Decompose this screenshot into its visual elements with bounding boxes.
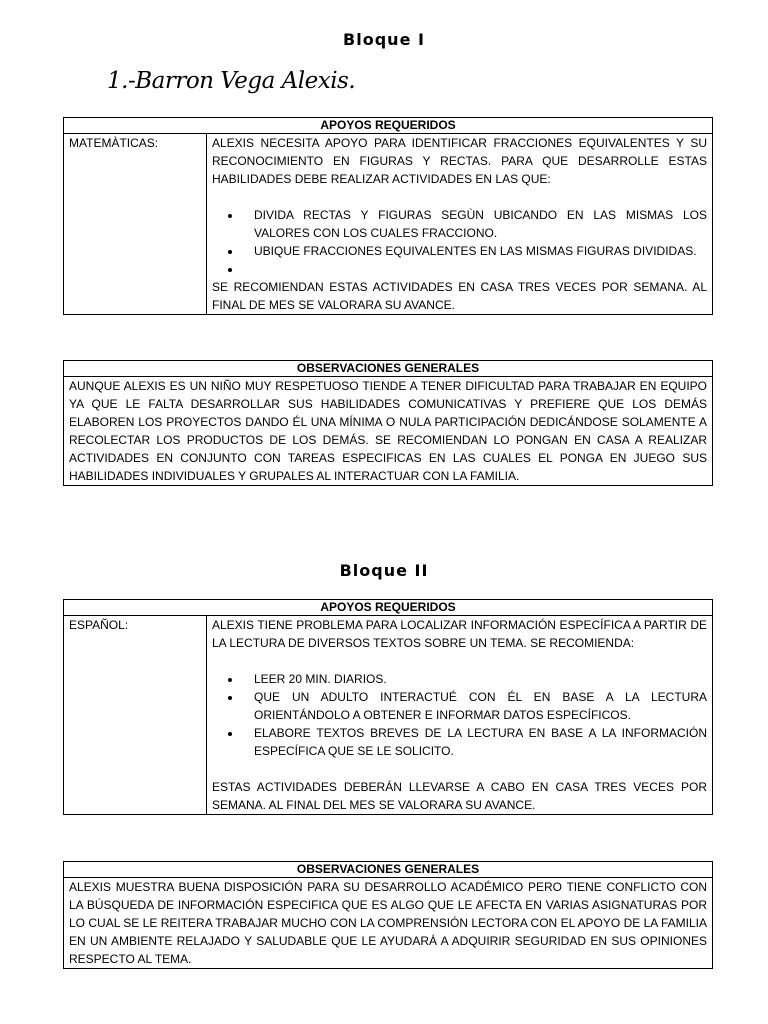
apoyos-body-1: [207, 134, 713, 315]
subject-cell-1: MATEMÀTICAS:: [64, 134, 207, 315]
observaciones-header-1: OBSERVACIONES GENERALES: [64, 361, 713, 377]
observaciones-table-1: [63, 360, 713, 486]
apoyos-body-2: [207, 616, 713, 815]
bloque-2-title: Bloque II: [339, 561, 429, 580]
apoyos-header-1: APOYOS REQUERIDOS: [64, 118, 713, 134]
observaciones-table-2: [63, 861, 713, 969]
apoyos-intro-2: ALEXIS TIENE PROBLEMA PARA LOCALIZAR INFORMACIÓN ESPECÍFICA A PARTIR DE LA LECTURA DE DIVERSOS TEXTOS SOBRE UN TEMA. SE RECOMIENDA:: [212, 618, 707, 650]
subject-cell-2: ESPAÑOL:: [64, 616, 207, 815]
apoyos-table-1: [63, 117, 713, 315]
list-item: • QUE UN ADULTO INTERACTUÉ CON ÉL EN BASE A LA LECTURA ORIENTÁNDOLO A OBTENER E INFORMAR DATOS ESPECÍFICOS.: [242, 688, 707, 724]
list-item: • UBIQUE FRACCIONES EQUIVALENTES EN LAS MISMAS FIGURAS DIVIDIDAS.: [242, 242, 707, 260]
apoyos-intro-1: ALEXIS NECESITA APOYO PARA IDENTIFICAR FRACCIONES EQUIVALENTES Y SU RECONOCIMIENTO EN FIGURAS Y RECTAS. PARA QUE DESARROLLE ESTAS HABILIDADES DEBE REALIZAR ACTIVIDADES EN LAS QUE:: [212, 136, 707, 186]
apoyos-header-2: APOYOS REQUERIDOS: [64, 600, 713, 616]
student-name: 1.-Barron Vega Alexis.: [107, 68, 356, 94]
list-item: • DIVIDA RECTAS Y FIGURAS SEGÙN UBICANDO EN LAS MISMAS LOS VALORES CON LOS CUALES FRACCIONO.: [242, 206, 707, 242]
list-item: • LEER 20 MIN. DIARIOS.: [242, 670, 707, 688]
observaciones-text-2: ALEXIS MUESTRA BUENA DISPOSICIÓN PARA SU DESARROLLO ACADÉMICO PERO TIENE CONFLICTO CON LA BÚSQUEDA DE INFORMACIÓN ESPECIFICA QUE ES ALGO QUE LE AFECTA EN VARIAS ASIGNATURAS POR LO CUAL SE LE REITERA TRABAJAR MUCHO CON LA COMPRENSIÓN LECTORA CON EL APOYO DE LA FAMILIA EN UN AMBIENTE RELAJADO Y SALUDABLE QUE LE AYUDARÁ A ADQUIRIR SEGURIDAD EN SUS OPINIONES RESPECTO AL TEMA.: [64, 878, 713, 969]
observaciones-header-2: OBSERVACIONES GENERALES: [64, 862, 713, 878]
bloque-1-title: Bloque I: [343, 30, 425, 49]
apoyos-closing-2: ESTAS ACTIVIDADES DEBERÁN LLEVARSE A CABO EN CASA TRES VECES POR SEMANA. AL FINAL DEL MES SE VALORARA SU AVANCE.: [212, 780, 707, 812]
apoyos-list-2: [212, 670, 707, 760]
list-item: [242, 260, 707, 278]
apoyos-closing-1: SE RECOMIENDAN ESTAS ACTIVIDADES EN CASA TRES VECES POR SEMANA. AL FINAL DE MES SE VALORARA SU AVANCE.: [212, 280, 707, 312]
observaciones-text-1: AUNQUE ALEXIS ES UN NIÑO MUY RESPETUOSO TIENDE A TENER DIFICULTAD PARA TRABAJAR EN EQUIPO YA QUE LE FALTA DESARROLLAR SUS HABILIDADES COMUNICATIVAS Y PREFIERE QUE LOS DEMÁS ELABOREN LOS PROYECTOS DANDO ÉL UNA MÍNIMA O NULA PARTICIPACIÓN DEDICÁNDOSE SOLAMENTE A RECOLECTAR LOS PRODUCTOS DE LOS DEMÁS. SE RECOMIENDAN LO PONGAN EN CASA A REALIZAR ACTIVIDADES EN CONJUNTO CON TAREAS ESPECIFICAS EN LAS CUALES EL PONGA EN JUEGO SUS HABILIDADES INDIVIDUALES Y GRUPALES AL INTERACTUAR CON LA FAMILIA.: [64, 377, 713, 486]
apoyos-list-1: [212, 206, 707, 278]
apoyos-table-2: [63, 599, 713, 815]
list-item: • ELABORE TEXTOS BREVES DE LA LECTURA EN BASE A LA INFORMACIÓN ESPECÍFICA QUE SE LE SOLICITO.: [242, 724, 707, 760]
